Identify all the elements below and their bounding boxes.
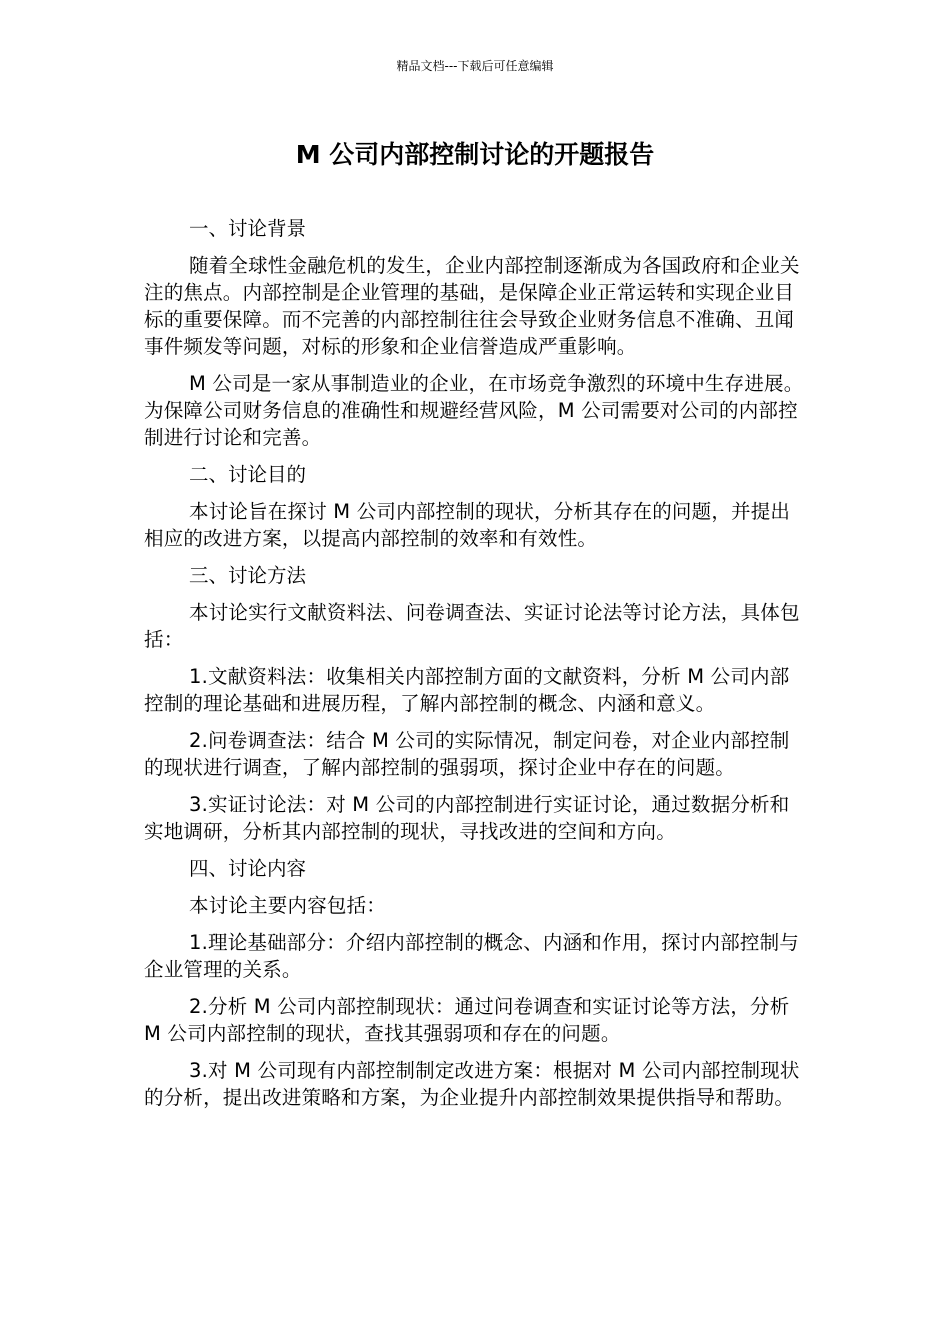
list-item: 2.问卷调查法：结合 M 公司的实际情况，制定问卷，对企业内部控制的现状进行调查，了解内部控制的强弱项，探讨企业中存在的问题。 — [144, 729, 790, 779]
document-title: M 公司内部控制讨论的开题报告 — [295, 140, 655, 169]
list-item: 3.对 M 公司现有内部控制制定改进方案：根据对 M 公司内部控制现状的分析，提出改进策略和方案，为企业提升内部控制效果提供指导和帮助。 — [144, 1059, 800, 1109]
list-item: 1.文献资料法：收集相关内部控制方面的文献资料，分析 M 公司内部控制的理论基础和进展历程，了解内部控制的概念、内涵和意义。 — [144, 665, 790, 715]
paragraph: 本讨论旨在探讨 M 公司内部控制的现状，分析其存在的问题，并提出相应的改进方案，以提高内部控制的效率和有效性。 — [144, 500, 791, 550]
paragraph: 本讨论主要内容包括： — [189, 894, 387, 917]
section-heading-purpose: 二、讨论目的 — [189, 463, 307, 486]
page-header: 精品文档---下载后可任意编辑 — [396, 59, 554, 73]
paragraph: M 公司是一家从事制造业的企业，在市场竞争激烈的环境中生存进展。为保障公司财务信息的准确性和规避经营风险，M 公司需要对公司的内部控制进行讨论和完善。 — [144, 372, 804, 449]
section-heading-content: 四、讨论内容 — [189, 857, 307, 880]
paragraph: 本讨论实行文献资料法、问卷调查法、实证讨论法等讨论方法，具体包括： — [144, 601, 800, 651]
list-item: 3.实证讨论法：对 M 公司的内部控制进行实证讨论，通过数据分析和实地调研，分析其内部控制的现状，寻找改进的空间和方向。 — [144, 793, 790, 843]
document-body — [144, 215, 804, 1121]
section-heading-methods: 三、讨论方法 — [189, 564, 307, 587]
paragraph: 随着全球性金融危机的发生，企业内部控制逐渐成为各国政府和企业关注的焦点。内部控制是企业管理的基础，是保障企业正常运转和实现企业目标的重要保障。而不完善的内部控制往往会导致企业财务信息不准确、丑闻事件频发等问题，对标的形象和企业信誉造成严重影响。 — [144, 254, 800, 358]
list-item: 1.理论基础部分：介绍内部控制的概念、内涵和作用，探讨内部控制与企业管理的关系。 — [144, 931, 800, 981]
section-heading-background: 一、讨论背景 — [189, 217, 307, 240]
list-item: 2.分析 M 公司内部控制现状：通过问卷调查和实证讨论等方法，分析 M 公司内部控制的现状，查找其强弱项和存在的问题。 — [144, 995, 790, 1045]
